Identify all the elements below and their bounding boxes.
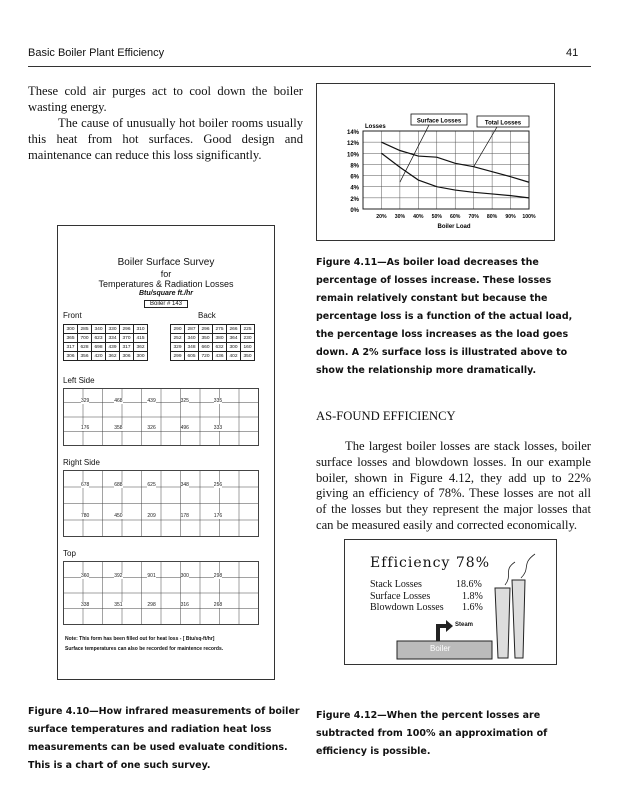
grid-value: 335 xyxy=(213,398,223,405)
grid-value: 348 xyxy=(180,482,189,489)
grid-value: 450 xyxy=(114,512,123,519)
stack-icon xyxy=(495,588,510,658)
figure-4-11-caption: Figure 4.11—As boiler load decreases the percentage of losses increase. These losses remain relatively constant but because the percentage loss is a function of the actual load, the percentage loss increases as the load goes down. A 2% surface loss is illustrated above to show the relationship more dramatically. xyxy=(316,257,573,376)
grid-cell: 700 xyxy=(78,334,92,343)
grid-cell: 698 xyxy=(92,343,106,352)
boiler-label: Boiler xyxy=(430,644,451,653)
grid-cell: 720 xyxy=(199,352,213,361)
grid-cell: 632 xyxy=(213,343,227,352)
grid-value: 333 xyxy=(213,425,223,432)
y-tick-label: 6% xyxy=(350,174,359,181)
grid-value: 392 xyxy=(114,572,123,579)
grid-value: 209 xyxy=(147,512,156,519)
grid-cell: 330 xyxy=(106,325,120,334)
x-tick-label: 100% xyxy=(522,214,536,220)
y-tick-label: 4% xyxy=(350,185,359,192)
grid-cell: 285 xyxy=(78,325,92,334)
efficiency-title: Efficiency 78% xyxy=(370,555,490,571)
grid-cell: 300 xyxy=(227,343,241,352)
grid-value: 316 xyxy=(180,601,189,608)
x-axis-label: Boiler Load xyxy=(437,224,471,230)
grid-value: 901 xyxy=(147,572,156,579)
grid-row xyxy=(171,325,255,334)
loss-label: Blowdown Losses xyxy=(370,602,444,613)
figure-4-12-caption: Figure 4.12—When the percent losses are subtracted from 100% an approximation of efficiency is possible. xyxy=(316,710,548,757)
boiler-illustration xyxy=(345,540,556,664)
grid-value: 625 xyxy=(147,482,156,489)
efficiency-figure xyxy=(344,539,557,665)
grid-row xyxy=(64,334,148,343)
body-paragraph-2: The cause of unusually hot boiler rooms usually this heat from hot surfaces. Good design and maintenance can reduce this loss significantly. xyxy=(28,116,303,162)
loss-label: Surface Losses xyxy=(370,590,431,602)
grid-value: 351 xyxy=(114,601,123,608)
legend-label: Surface Losses xyxy=(416,118,462,125)
steam-label: Steam xyxy=(455,622,474,628)
survey-subtitle: Temperatures & Radiation Losses xyxy=(98,279,234,289)
grid-cell: 300 xyxy=(64,325,78,334)
legend-arrow xyxy=(400,125,429,182)
steam-pipe-icon xyxy=(436,624,446,628)
grid-row xyxy=(64,343,148,352)
grid-value: 176 xyxy=(213,512,223,519)
x-tick-label: 50% xyxy=(431,214,442,220)
grid-value: 358 xyxy=(114,425,123,432)
y-tick-label: 10% xyxy=(346,152,359,159)
grid-value: 268 xyxy=(213,601,223,608)
section-heading: AS-FOUND EFFICIENCY xyxy=(316,409,456,423)
legend-arrow xyxy=(474,127,497,167)
grid-value: 496 xyxy=(180,425,189,432)
side-grid-lines xyxy=(63,470,259,537)
grid-value: 178 xyxy=(180,512,189,519)
grid-cell: 290 xyxy=(171,325,185,334)
grid-cell: 420 xyxy=(92,352,106,361)
x-tick-label: 90% xyxy=(505,214,516,220)
loss-value: 1.8% xyxy=(462,590,483,602)
grid-cell: 402 xyxy=(227,352,241,361)
grid-cell: 299 xyxy=(171,352,185,361)
grid-cell: 362 xyxy=(106,352,120,361)
y-tick-label: 0% xyxy=(350,208,359,214)
section-paragraph: The largest boiler losses are stack losses, boiler surface losses and blowdown losses. In our example boiler, shown in Figure 4.12, they add up to 22% giving an efficiency of 78%. These losses are not all of the losses but they represent the major losses that can be measured easily and corrected economically. xyxy=(316,439,591,532)
grid-cell: 362 xyxy=(134,343,148,352)
plot-border xyxy=(363,131,529,209)
page-number: 41 xyxy=(566,47,579,59)
grid-row xyxy=(171,343,255,352)
y-tick-label: 12% xyxy=(346,141,359,148)
grid-row xyxy=(64,352,148,361)
grid-cell: 296 xyxy=(120,325,134,334)
side-grid-lines xyxy=(63,388,259,446)
survey-note-1: Note: This form has been filled out for heat loss - [ Btu/sq-ft/hr] xyxy=(65,636,215,642)
front-label: Front xyxy=(63,311,82,320)
grid-value: 468 xyxy=(114,398,123,405)
grid-value: 439 xyxy=(147,398,156,405)
grid-cell: 365 xyxy=(64,334,78,343)
grid-cell: 660 xyxy=(199,343,213,352)
y-tick-label: 14% xyxy=(346,130,359,136)
smoke-icon xyxy=(521,554,535,578)
grid-cell: 306 xyxy=(64,352,78,361)
grid-cell: 230 xyxy=(241,334,255,343)
top-grid xyxy=(63,561,259,625)
grid-cell: 436 xyxy=(213,352,227,361)
y-axis-label: Losses xyxy=(365,124,386,130)
grid-cell: 252 xyxy=(171,334,185,343)
survey-form xyxy=(57,225,275,680)
grid-value: 300 xyxy=(180,572,189,579)
grid-cell: 439 xyxy=(106,343,120,352)
grid-cell: 317 xyxy=(64,343,78,352)
right-side-label: Right Side xyxy=(63,458,100,467)
grid-cell: 225 xyxy=(241,325,255,334)
body-paragraph-1: These cold air purges act to cool down the boiler wasting energy. xyxy=(28,84,303,114)
running-title: Basic Boiler Plant Efficiency xyxy=(28,47,165,59)
grid-cell: 317 xyxy=(120,343,134,352)
survey-units: Btu/square ft./hr xyxy=(138,290,194,297)
x-tick-label: 40% xyxy=(413,214,424,220)
grid-cell: 350 xyxy=(199,334,213,343)
grid-value: 325 xyxy=(180,398,189,405)
grid-value: 326 xyxy=(147,425,156,432)
grid-cell: 380 xyxy=(213,334,227,343)
steam-pipe-icon xyxy=(436,626,440,641)
grid-row xyxy=(171,352,255,361)
grid-cell: 605 xyxy=(185,352,199,361)
top-label: Top xyxy=(63,549,76,558)
grid-value: 176 xyxy=(81,425,90,432)
grid-cell: 628 xyxy=(78,343,92,352)
grid-cell: 370 xyxy=(120,334,134,343)
stack-icon xyxy=(512,580,525,658)
loss-chart xyxy=(317,84,554,240)
grid-cell: 300 xyxy=(134,352,148,361)
grid-value: 256 xyxy=(213,482,223,489)
grid-cell: 287 xyxy=(185,325,199,334)
grid-cell: 415 xyxy=(134,334,148,343)
steam-arrow-icon xyxy=(446,620,453,632)
grid-cell: 350 xyxy=(241,352,255,361)
front-grid xyxy=(63,324,148,361)
right-side-grid xyxy=(63,470,259,537)
grid-cell: 364 xyxy=(227,334,241,343)
grid-cell: 340 xyxy=(92,325,106,334)
x-tick-label: 60% xyxy=(450,214,461,220)
figure-4-11-frame xyxy=(316,83,555,241)
x-tick-label: 70% xyxy=(468,214,479,220)
loss-value: 18.6% xyxy=(456,579,482,590)
survey-title: Boiler Surface Survey xyxy=(117,257,215,268)
header-rule xyxy=(28,66,591,67)
grid-value: 329 xyxy=(81,398,90,405)
grid-cell: 329 xyxy=(171,343,185,352)
x-tick-label: 80% xyxy=(486,214,498,220)
boiler-number-box: Boiler # 143 xyxy=(144,300,188,308)
grid-cell: 266 xyxy=(227,325,241,334)
grid-cell: 306 xyxy=(120,352,134,361)
survey-for: for xyxy=(160,269,172,279)
grid-value: 360 xyxy=(81,572,90,579)
x-tick-label: 30% xyxy=(394,214,406,220)
side-grid-lines xyxy=(63,561,259,625)
survey-note-2: Surface temperatures can also be recorded for maintence records. xyxy=(65,646,224,652)
grid-cell: 160 xyxy=(241,343,255,352)
grid-value: 338 xyxy=(81,601,90,608)
grid-cell: 623 xyxy=(92,334,106,343)
grid-value: 780 xyxy=(81,512,90,519)
grid-cell: 340 xyxy=(185,334,199,343)
grid-value: 298 xyxy=(147,601,156,608)
loss-label: Stack Losses xyxy=(370,579,422,590)
grid-cell: 348 xyxy=(185,343,199,352)
figure-4-10-caption: Figure 4.10—How infrared measurements of boiler surface temperatures and radiation heat loss measurements can be used evaluate conditions. This is a chart of one such survey. xyxy=(28,706,300,771)
left-side-label: Left Side xyxy=(63,376,95,385)
grid-value: 298 xyxy=(213,572,223,579)
y-tick-label: 8% xyxy=(350,163,359,170)
grid-row xyxy=(171,334,255,343)
grid-cell: 334 xyxy=(106,334,120,343)
back-grid xyxy=(170,324,255,361)
grid-cell: 310 xyxy=(134,325,148,334)
grid-cell: 356 xyxy=(78,352,92,361)
grid-value: 688 xyxy=(114,482,123,489)
x-tick-label: 20% xyxy=(376,214,387,220)
grid-cell: 296 xyxy=(199,325,213,334)
grid-value: 678 xyxy=(81,482,90,489)
back-label: Back xyxy=(198,311,216,320)
loss-value: 1.6% xyxy=(462,602,483,613)
left-side-grid xyxy=(63,388,259,446)
grid-cell: 275 xyxy=(213,325,227,334)
legend-label: Total Losses xyxy=(484,120,522,127)
y-tick-label: 2% xyxy=(350,196,359,203)
grid-row xyxy=(64,325,148,334)
